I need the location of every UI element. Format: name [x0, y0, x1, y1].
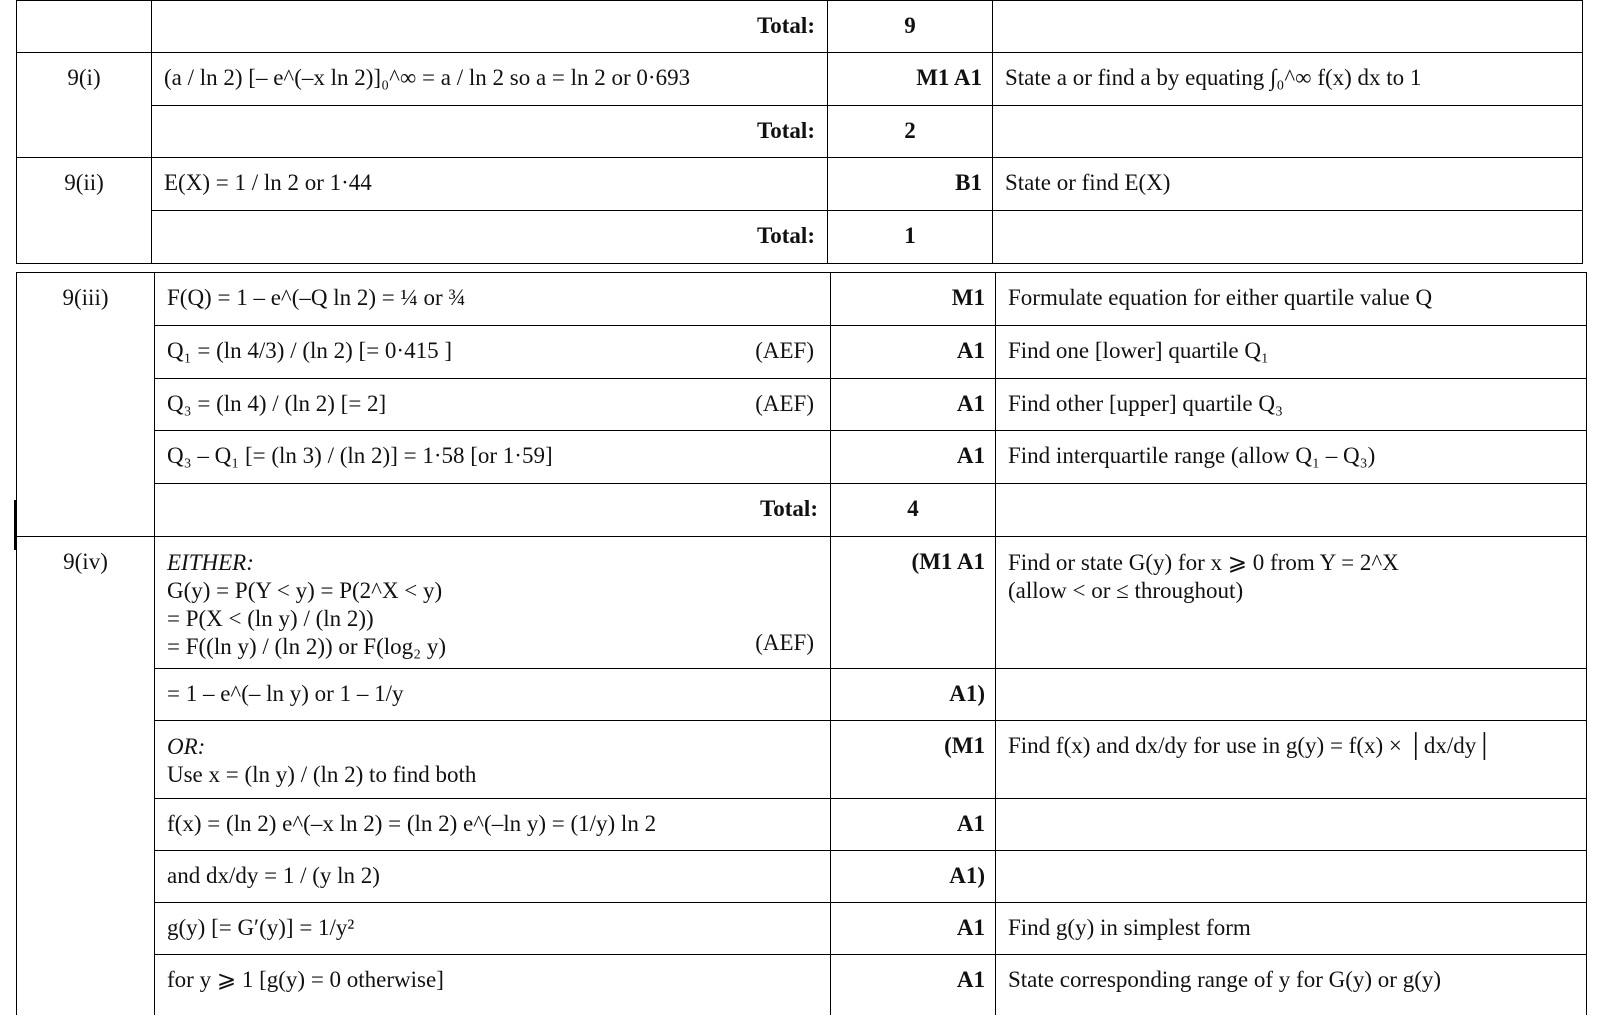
guidance-cell: State or find E(X) — [993, 158, 1583, 211]
guidance-cell — [993, 211, 1583, 264]
table-row — [17, 484, 1587, 537]
working-cell — [155, 537, 831, 669]
table-row — [17, 53, 1583, 106]
table-row — [17, 273, 1587, 326]
question-label: 9(i) — [17, 53, 152, 158]
working-cell: = 1 – e^(– ln y) or 1 – 1/y — [155, 669, 831, 721]
table-row — [17, 721, 1587, 799]
total-marks: 1 — [828, 211, 993, 264]
guidance-line: Find or state G(y) for x ⩾ 0 from Y = 2^X — [1008, 550, 1399, 575]
guidance-cell: Find g(y) in simplest form — [996, 903, 1587, 955]
marks-cell: A1 — [831, 799, 996, 851]
marks-cell: A1 — [831, 379, 996, 431]
guidance-cell — [993, 1, 1583, 53]
question-label: 9(iv) — [17, 537, 155, 1015]
aef-note: (AEF) — [755, 630, 814, 655]
or-heading: OR: — [167, 734, 206, 759]
marks-cell: A1) — [831, 851, 996, 903]
aef-note: (AEF) — [755, 391, 814, 416]
table-row — [17, 799, 1587, 851]
working-cell: for y ⩾ 1 [g(y) = 0 otherwise] — [155, 955, 831, 1015]
marks-cell: B1 — [828, 158, 993, 211]
table-row — [17, 537, 1587, 669]
table-row — [17, 955, 1587, 1015]
guidance-cell: Formulate equation for either quartile value Q — [996, 273, 1587, 326]
total-label: Total: — [155, 484, 831, 537]
working-cell: Q₃ – Q₁ [= (ln 3) / (ln 2)] = 1·58 [or 1·59] — [155, 431, 831, 484]
total-label: Total: — [152, 106, 828, 158]
total-label: Total: — [152, 1, 828, 53]
guidance-cell: State corresponding range of y for G(y) or g(y) — [996, 955, 1587, 1015]
table-row — [17, 211, 1583, 264]
guidance-cell — [996, 537, 1587, 669]
marks-cell: M1 A1 — [828, 53, 993, 106]
marks-cell: M1 — [831, 273, 996, 326]
guidance-cell — [996, 799, 1587, 851]
table-row — [17, 903, 1587, 955]
marks-cell: (M1 A1 — [831, 537, 996, 669]
mark-scheme-table-top — [16, 0, 1583, 264]
working-text: Q₁ = (ln 4/3) / (ln 2) [= 0·415 ] — [167, 338, 452, 363]
working-cell: f(x) = (ln 2) e^(–x ln 2) = (ln 2) e^(–ln y) = (1/y) ln 2 — [155, 799, 831, 851]
either-heading: EITHER: — [167, 550, 254, 575]
table-row — [17, 106, 1583, 158]
table-row — [17, 379, 1587, 431]
total-marks: 2 — [828, 106, 993, 158]
mark-scheme-table-bottom — [16, 272, 1587, 1015]
guidance-cell: Find f(x) and dx/dy for use in g(y) = f(x) × │dx/dy│ — [996, 721, 1587, 799]
guidance-cell — [996, 851, 1587, 903]
guidance-cell: Find interquartile range (allow Q₁ – Q₃) — [996, 431, 1587, 484]
working-line: = P(X < (ln y) / (ln 2)) — [167, 606, 374, 631]
marks-cell: (M1 — [831, 721, 996, 799]
marks-cell: A1) — [831, 669, 996, 721]
working-cell: g(y) [= G′(y)] = 1/y² — [155, 903, 831, 955]
guidance-cell — [996, 484, 1587, 537]
question-cell — [17, 1, 152, 53]
guidance-line: (allow < or ≤ throughout) — [1008, 578, 1244, 603]
total-marks: 4 — [831, 484, 996, 537]
aef-note: (AEF) — [755, 338, 814, 363]
table-row — [17, 158, 1583, 211]
working-cell — [155, 721, 831, 799]
table-row — [17, 431, 1587, 484]
working-cell: E(X) = 1 / ln 2 or 1·44 — [152, 158, 828, 211]
working-line: Use x = (ln y) / (ln 2) to find both — [167, 762, 477, 787]
table-row — [17, 669, 1587, 721]
working-text: Q₃ = (ln 4) / (ln 2) [= 2] — [167, 391, 387, 416]
working-cell — [155, 379, 831, 431]
guidance-cell: Find one [lower] quartile Q₁ — [996, 326, 1587, 379]
total-label: Total: — [152, 211, 828, 264]
guidance-cell — [993, 106, 1583, 158]
working-cell: and dx/dy = 1 / (y ln 2) — [155, 851, 831, 903]
table-row — [17, 851, 1587, 903]
guidance-cell: State a or find a by equating ∫₀^∞ f(x) dx to 1 — [993, 53, 1583, 106]
table-row — [17, 1, 1583, 53]
working-cell: F(Q) = 1 – e^(–Q ln 2) = ¼ or ¾ — [155, 273, 831, 326]
marks-cell: A1 — [831, 431, 996, 484]
table-row — [17, 326, 1587, 379]
working-cell — [155, 326, 831, 379]
total-marks: 9 — [828, 1, 993, 53]
marks-cell: A1 — [831, 955, 996, 1015]
working-cell: (a / ln 2) [– e^(–x ln 2)]₀^∞ = a / ln 2 so a = ln 2 or 0·693 — [152, 53, 828, 106]
question-label: 9(iii) — [17, 273, 155, 537]
working-line: G(y) = P(Y < y) = P(2^X < y) — [167, 578, 443, 603]
guidance-cell: Find other [upper] quartile Q₃ — [996, 379, 1587, 431]
question-label: 9(ii) — [17, 158, 152, 264]
guidance-cell — [996, 669, 1587, 721]
marks-cell: A1 — [831, 326, 996, 379]
working-line: = F((ln y) / (ln 2)) or F(log₂ y) — [167, 634, 447, 659]
marks-cell: A1 — [831, 903, 996, 955]
